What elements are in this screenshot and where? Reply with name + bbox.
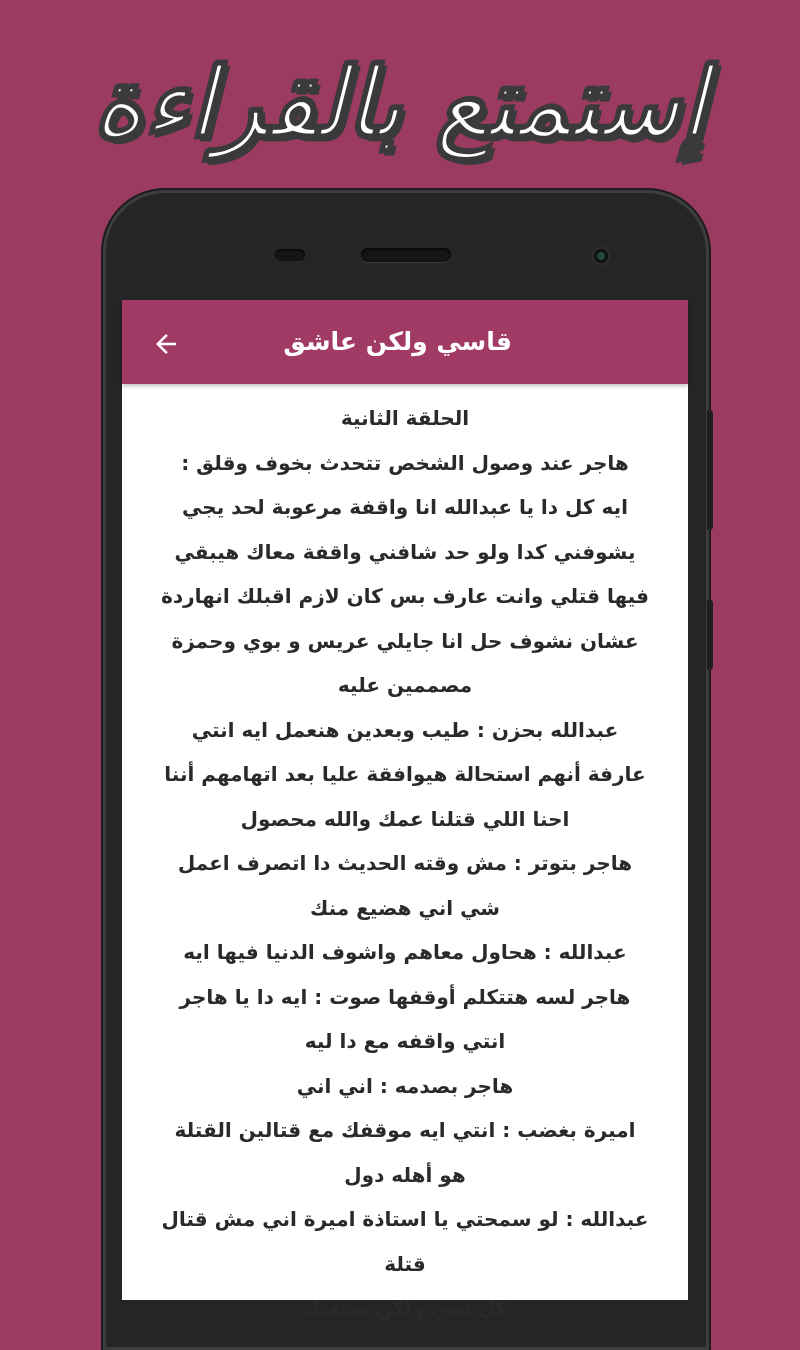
text-line: يشوفني كدا ولو حد شافني واقفة معاك هيبقي [174, 539, 636, 564]
text-line: هاجر بصدمه : اني اني [296, 1073, 514, 1098]
chapter-heading: الحلقة الثانية [340, 406, 470, 430]
text-line: مصممين عليه [337, 673, 473, 697]
text-line: انتي واقفه مع دا ليه [304, 1029, 506, 1053]
front-camera [591, 246, 611, 266]
text-line: اميرة بغضب : انتي ايه موقفك مع قتالين القتلة [174, 1118, 636, 1142]
earpiece-speaker [361, 248, 451, 262]
power-button [707, 410, 713, 530]
text-line: ايه كل دا يا عبدالله انا واقفة مرعوبة لحد يجي [182, 495, 628, 519]
text-line: هاجر عند وصول الشخص تتحدث بخوف وقلق : [181, 450, 629, 475]
text-line: عشان نشوف حل انا جايلي عريس و بوي وحمزة [171, 628, 639, 653]
back-button[interactable] [146, 324, 186, 364]
text-line: قتلة [384, 1251, 426, 1276]
text-line: عبدالله بحزن : طيب وبعدين هنعمل ايه انتي [191, 717, 619, 742]
app-bar [122, 300, 688, 384]
volume-button [707, 600, 713, 670]
text-line: كل شي ولكن ضيعتك [302, 1296, 508, 1320]
text-line: هاجر بتوتر : مش وقته الحديث دا اتصرف اعمل [177, 851, 633, 875]
text-line: هو أهله دول [344, 1162, 466, 1187]
story-title: قاسي ولكن عاشق [283, 327, 512, 356]
text-line: عارفة أنهم استحالة هيوافقة عليا بعد اتهامهم أننا [164, 762, 646, 786]
text-line: عبدالله : لو سمحتي يا استاذة اميرة اني مش قتال [161, 1207, 649, 1231]
text-line: فيها قتلي وانت عارف بس كان لازم اقبلك انهاردة [161, 584, 649, 608]
arrow-left-icon [151, 329, 181, 359]
promo-headline: إستمتع بالقراءة [93, 47, 707, 159]
text-line: احنا اللي قتلنا عمك والله محصول [240, 806, 570, 831]
text-line: عبدالله : هحاول معاهم واشوف الدنيا فيها ايه [183, 940, 627, 964]
proximity-sensor [275, 249, 305, 261]
phone-screen [122, 300, 688, 1320]
story-text [122, 384, 688, 1331]
text-line: شي اني هضيع منك [310, 895, 500, 920]
text-line: هاجر لسه هتتكلم أوقفها صوت : ايه دا يا هاجر [179, 984, 631, 1009]
